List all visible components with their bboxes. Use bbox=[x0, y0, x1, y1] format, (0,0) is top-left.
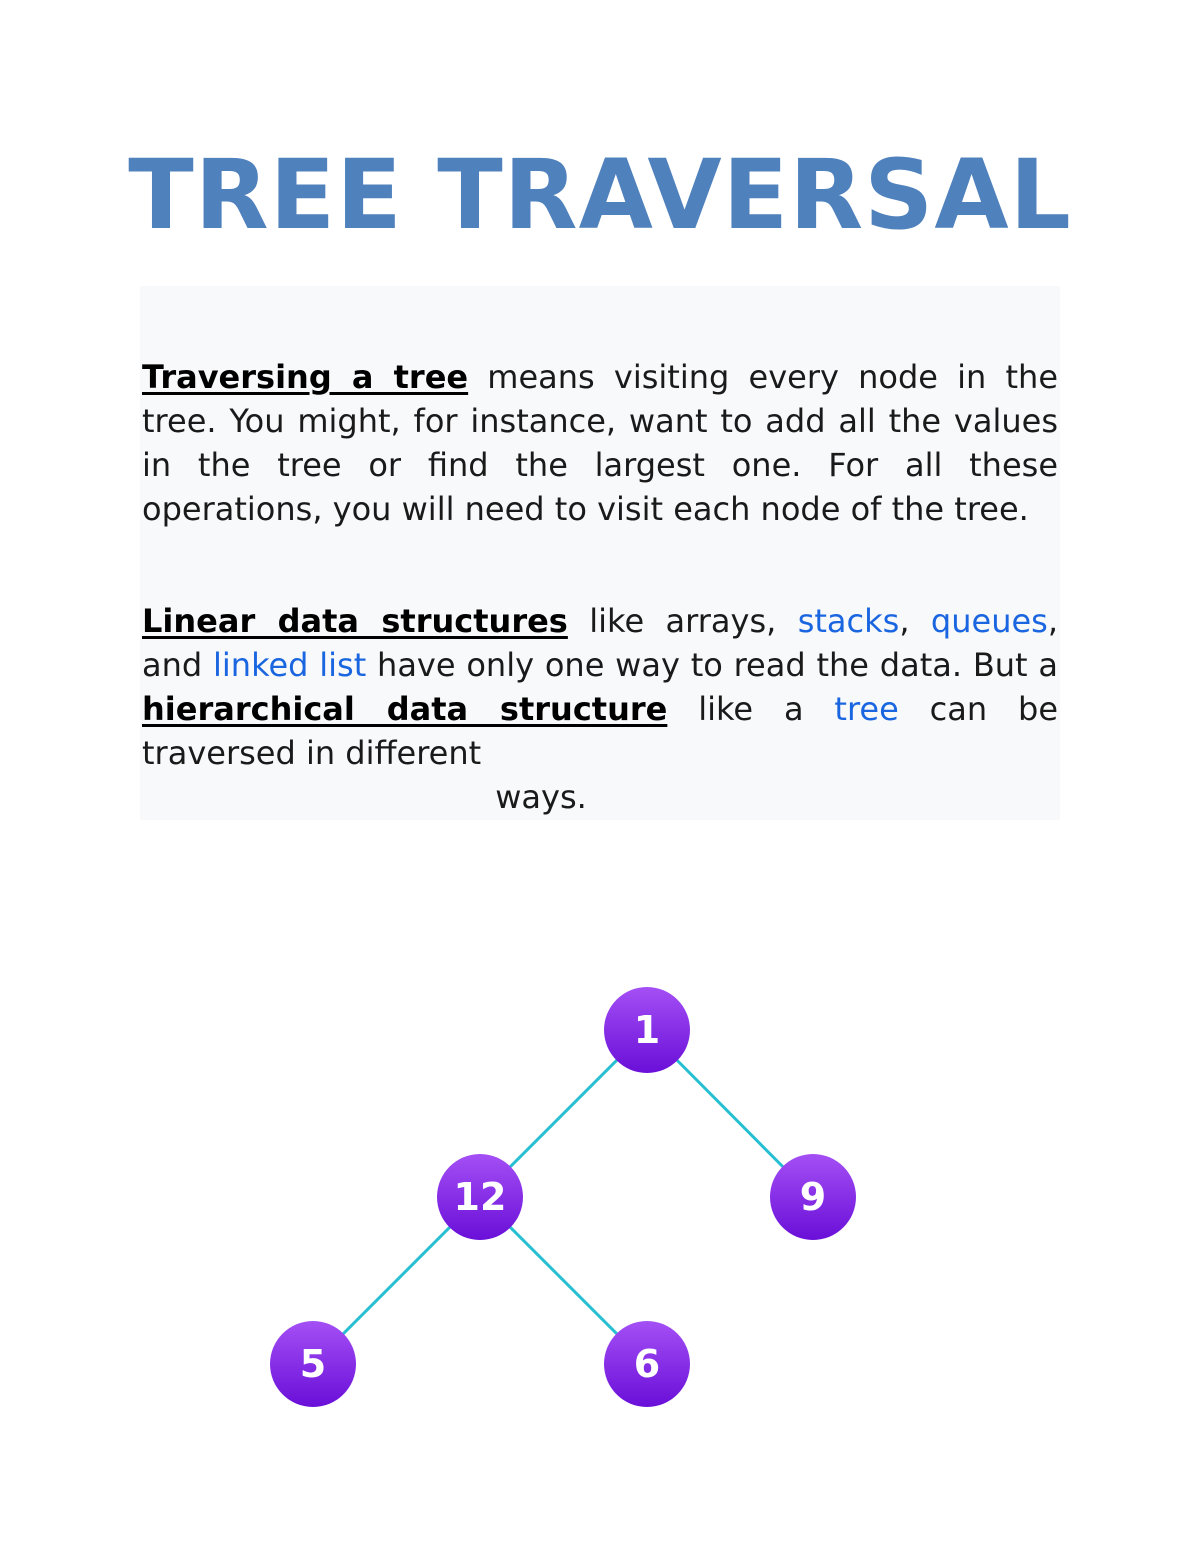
paragraph-2-text-5: like a bbox=[667, 690, 835, 728]
tree-node-left-right bbox=[604, 1321, 690, 1407]
paragraph-2-last-line: ways. bbox=[495, 778, 587, 816]
tree-node-label: 9 bbox=[799, 1175, 827, 1219]
tree-node-label: 1 bbox=[633, 1008, 661, 1052]
tree-node-root bbox=[604, 987, 690, 1073]
paragraph-2-text-4: have only one way to read the data. But a bbox=[366, 646, 1059, 684]
tree-node-label: 12 bbox=[453, 1175, 507, 1219]
term-hierarchical-data-structure: hierarchical data structure bbox=[142, 690, 668, 728]
tree-node-left-left bbox=[270, 1321, 356, 1407]
paragraph-linear-structures bbox=[142, 599, 1058, 819]
term-linear-data-structures: Linear data structures bbox=[142, 602, 568, 640]
link-queues[interactable]: queues bbox=[930, 602, 1048, 640]
tree-diagram bbox=[0, 960, 1200, 1440]
paragraph-2-text-6: can be traversed in different bbox=[142, 690, 1059, 772]
link-linked-list[interactable]: linked list bbox=[213, 646, 367, 684]
paragraph-2-text-1: like arrays, bbox=[567, 602, 798, 640]
paragraph-2-text-2: , bbox=[899, 602, 931, 640]
tree-node-label: 5 bbox=[299, 1342, 327, 1386]
link-stacks[interactable]: stacks bbox=[797, 602, 900, 640]
tree-nodes bbox=[270, 987, 856, 1407]
paragraph-2-text-3: , and bbox=[142, 602, 1059, 684]
page-title: TREE TRAVERSAL bbox=[128, 139, 1072, 251]
tree-node-label: 6 bbox=[633, 1342, 661, 1386]
tree-edges bbox=[313, 1030, 813, 1364]
tree-node-right bbox=[770, 1154, 856, 1240]
tree-node-left bbox=[437, 1154, 523, 1240]
term-traversing-a-tree: Traversing a tree bbox=[142, 358, 469, 396]
paragraph-1-text: means visiting every node in the tree. You might, for instance, want to add all the values in the tree or find the largest one. For all these operations, you will need to visit each node of the tree. bbox=[142, 358, 1059, 528]
link-tree[interactable]: tree bbox=[834, 690, 899, 728]
paragraph-traversing bbox=[142, 355, 1058, 531]
